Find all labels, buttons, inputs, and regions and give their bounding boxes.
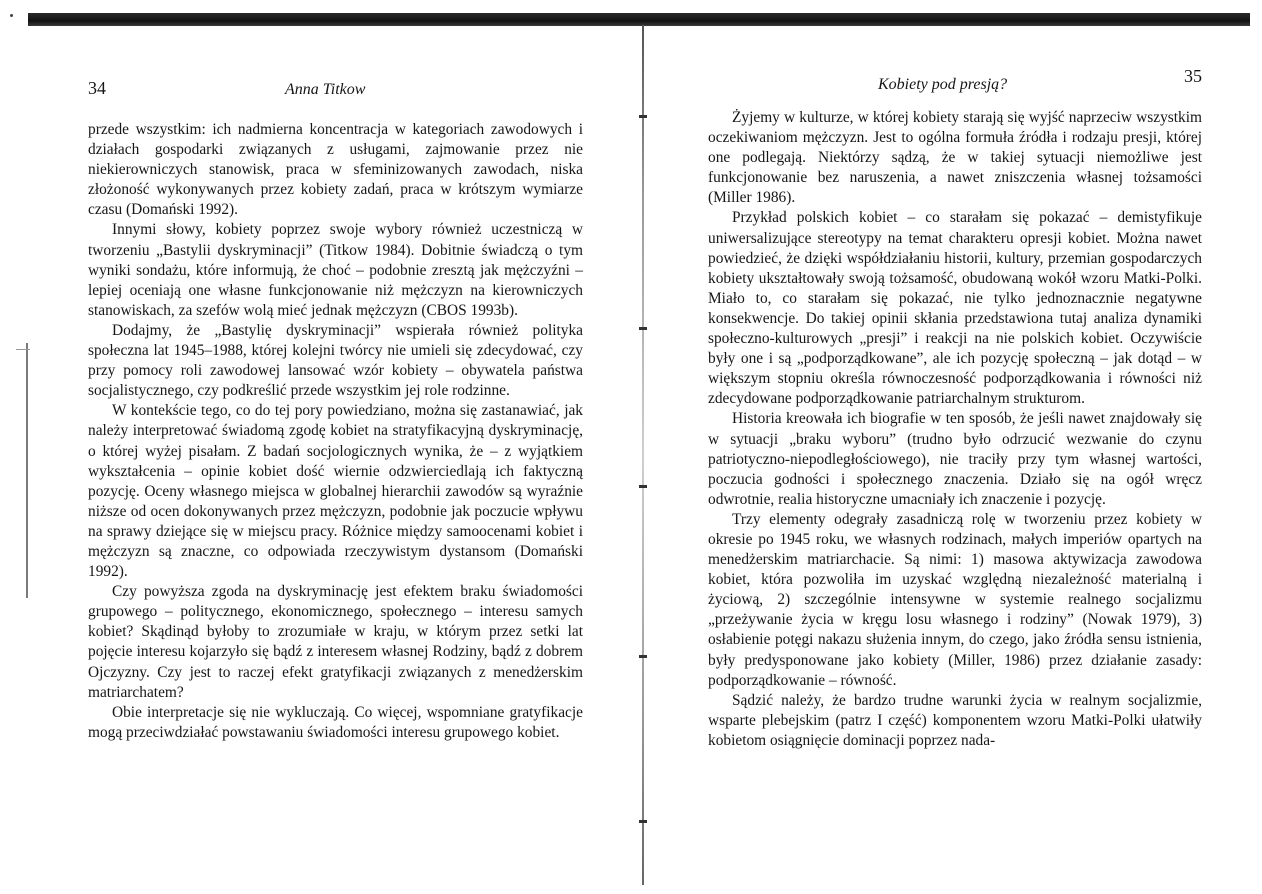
paragraph: Obie interpretacje się nie wykluczają. Co więcej, wspomniane gratyfikacje mogą przeciwdziałać powstawaniu świadomości interesu grupowego kobiet. bbox=[88, 703, 583, 741]
gutter-line bbox=[642, 25, 644, 885]
page-number: 34 bbox=[88, 78, 106, 98]
gutter-mark bbox=[639, 115, 647, 118]
left-page bbox=[88, 74, 583, 743]
paragraph: Sądzić należy, że bardzo trudne warunki życia w realnym socjalizmie, wsparte plebejskim (patrz I część) komponentem wzoru Matki-Polki ułatwiły kobietom osiągnięcie dominacji poprzez nada- bbox=[708, 691, 1202, 749]
paragraph: Trzy elementy odegrały zasadniczą rolę w tworzeniu przez kobiety w okresie po 1945 roku, we własnych rodzinach, małych imperiów opartych na menedżerskim matriarchacie. Są nimi: 1) masowa aktywizacja zawodowa kobiet, która pozwoliła im uzyskać względną niezależność materialną i życiową, 2) szczególnie intensywne w systemie realnego socjalizmu „przeżywanie życia w kręgu losu własnego i rodziny” (Nowak 1979), 3) osłabienie potęgi nakazu służenia innym, do czego, jako źródła sensu istnienia, były predysponowane jako kobiety (Miller, 1986) przez działanie zasady: podporządkowanie – równość. bbox=[708, 510, 1202, 689]
paragraph: W kontekście tego, co do tej pory powiedziano, można się zastanawiać, jak należy interpretować świadomą zgodę kobiet na stratyfikacyjną dyskryminację, o której wyżej pisałam. Z badań socjologicznych wynika, że – z wyjątkiem wykształcenia – opinie kobiet dość wiernie odzwierciedlają ich faktyczną pozycję. Oceny własnego miejsca w globalnej hierarchii zawodów są wyraźnie niższe od ocen dokonywanych przez mężczyzn, podobnie jak poczucie wpływu na sprawy dziejące się w miejscu pracy. Różnice między samoocenami kobiet i mężczyzn są znaczne, co odpowiada rzeczywistym dystansom (Domański 1992). bbox=[88, 402, 583, 581]
running-head bbox=[708, 66, 1202, 96]
scan-edge-dash bbox=[16, 349, 30, 350]
right-page bbox=[708, 66, 1202, 751]
running-head bbox=[88, 74, 583, 104]
paragraph: Czy powyższa zgoda na dyskryminację jest efektem braku świadomości grupowego – politycznego, ekonomicznego, społecznego – interesu samych kobiet? Skądinąd byłoby to zrozumiałe w kraju, w którym przez setki lat pojęcie interesu kojarzyło się bądź z interesem własnej Rodziny, bądź z dobrem Ojczyzny. Czy jest to raczej efekt gratyfikacji związanych z menedżerskim matriarchatem? bbox=[88, 583, 583, 701]
paragraph: Żyjemy w kulturze, w której kobiety starają się wyjść naprzeciw wszystkim oczekiwaniom mężczyzn. Jest to ogólna formuła źródła i rodzaju presji, której one podlegają. Niektórzy sądzą, że w takiej sytuacji niemożliwe jest funkcjonowanie bez naruszenia, a nawet zniszczenia własnej tożsamości (Miller 1986). bbox=[708, 109, 1202, 207]
gutter-mark bbox=[639, 820, 647, 823]
book-gutter bbox=[636, 25, 650, 885]
page-number: 35 bbox=[1184, 66, 1202, 86]
gutter-mark bbox=[639, 485, 647, 488]
scan-left-edge bbox=[26, 343, 28, 598]
paragraph: przede wszystkim: ich nadmierna koncentracja w kategoriach zawodowych i działach gospodarki związanych z usługami, zajmowanie przez nie niekierowniczych stanowisk, praca w sfeminizowanych zawodach, niska złożoność wykonywanych przez kobiety zadań, praca w krótszym wymiarze czasu (Domański 1992). bbox=[88, 121, 583, 219]
running-head-title: Kobiety pod presją? bbox=[878, 76, 1008, 93]
running-head-author: Anna Titkow bbox=[285, 81, 366, 98]
body-text bbox=[708, 108, 1202, 751]
body-text bbox=[88, 120, 583, 743]
paragraph: Historia kreowała ich biografie w ten sposób, że jeśli nawet znajdowały się w sytuacji „braku wyboru” (trudno było odrzucić wezwanie do czynu patriotyczno-niepodległościowego), nie traciły przy tym własnej wartości, poczucia godności i społecznego znaczenia. Działo się na ogół wręcz odwrotnie, realia historyczne umacniały ich znaczenie i pozycję. bbox=[708, 410, 1202, 508]
paragraph: Innymi słowy, kobiety poprzez swoje wybory również uczestniczą w tworzeniu „Bastylii dyskryminacji” (Titkow 1984). Dobitnie świadczą o tym wyniki sondażu, które informują, że choć – podobnie zresztą jak mężczyźni – lepiej oceniają one własne funkcjonowanie niż mężczyzn na kierowniczych stanowiskach, za szefów wolą mieć jednak mężczyzn (CBOS 1993b). bbox=[88, 221, 583, 319]
gutter-mark bbox=[639, 655, 647, 658]
gutter-mark bbox=[639, 327, 647, 330]
scan-speck bbox=[10, 14, 13, 17]
paragraph: Przykład polskich kobiet – co starałam się pokazać – demistyfikuje uniwersalizujące stereotypy na temat charakteru opresji kobiet. Można nawet powiedzieć, że dzięki współdziałaniu historii, kultury, przemian gospodarczych kobiety ukształtowały swoją tożsamość, obudowaną wokół wzoru Matki-Polki. Miało to, co starałam się pokazać, nie tylko jednoznacznie negatywne konsekwencje. Do takiej opinii skłania przedstawiona tutaj analiza dynamiki społeczno-kulturowych „presji” i reakcji na nie polskich kobiet. Oczywiście były one i są „podporządkowane”, ale ich pozycję społeczną – jak dotąd – w większym stopniu określa równoczesność podporządkowania i równości niż zdecydowane podporządkowanie patriarchalnym strukturom. bbox=[708, 209, 1202, 408]
paragraph: Dodajmy, że „Bastylię dyskryminacji” wspierała również polityka społeczna lat 1945–1988, której kolejni twórcy nie umieli się zdecydować, czy przy pomocy roli zawodowej lansować wzór kobiety – obywatela państwa socjalistycznego, czy podkreślić przede wszystkim jej role rodzinne. bbox=[88, 321, 583, 400]
